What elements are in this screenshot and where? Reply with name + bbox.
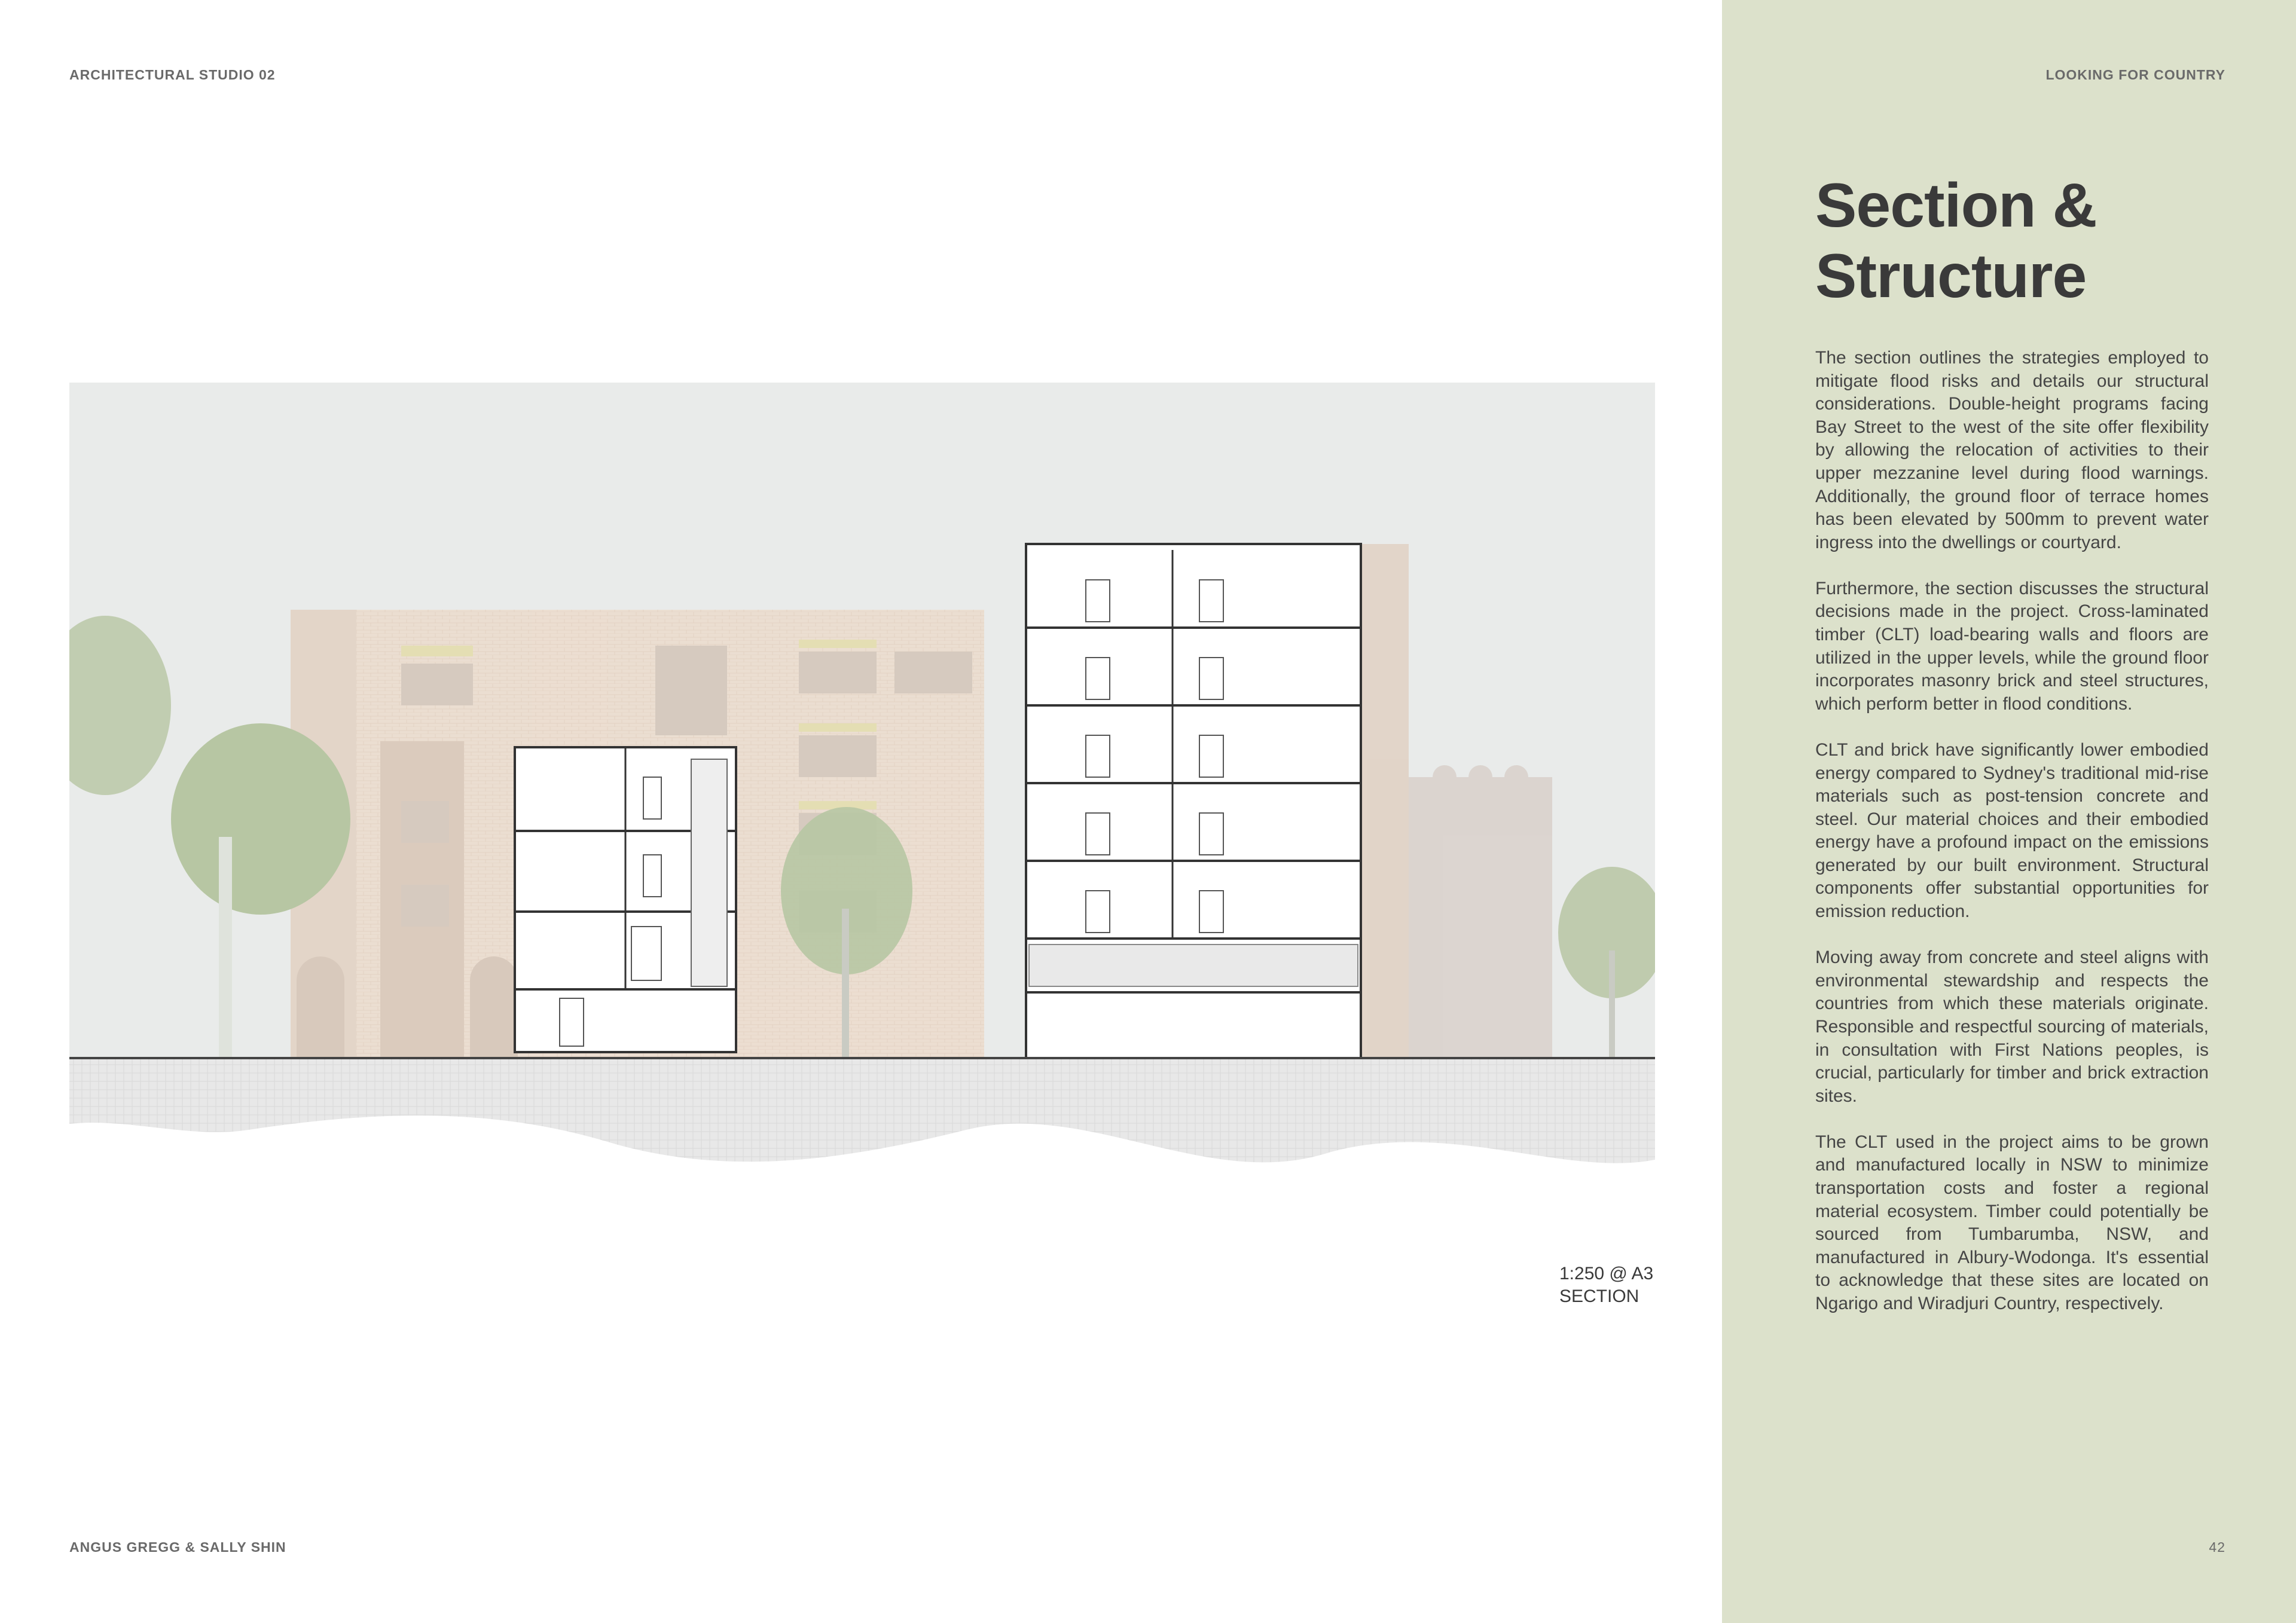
ground-section bbox=[69, 1058, 1655, 1163]
paragraph: Furthermore, the section discusses the structural decisions made in the project. Cross-laminated timber (CLT) load-bearing walls and floors are utilized in the upper levels, while the ground floor incorporates masonry brick and steel structures, which perform better in flood conditions. bbox=[1815, 578, 2209, 714]
title-line-1: Section & bbox=[1815, 171, 2097, 240]
apartment-section bbox=[1026, 544, 1361, 1064]
section-drawing bbox=[69, 383, 1655, 1237]
body-text bbox=[1815, 347, 2209, 1338]
scale-text: 1:250 @ A3 bbox=[1559, 1264, 1654, 1283]
paragraph: CLT and brick have significantly lower embodied energy compared to Sydney's traditional mid-rise materials such as post-tension concrete and steel. Our material choices and their embodied energy have a profound impact on the emissions generated by our built environment. Structural components offer substantial opportunities for emission reduction. bbox=[1815, 739, 2209, 922]
course-header: ARCHITECTURAL STUDIO 02 bbox=[69, 67, 276, 82]
title-line-2: Structure bbox=[1815, 242, 2087, 311]
page-title bbox=[1815, 170, 2246, 311]
authors-footer: ANGUS GREGG & SALLY SHIN bbox=[69, 1539, 286, 1555]
paragraph: The CLT used in the project aims to be grown and manufactured locally in NSW to minimize transportation costs and foster a regional material ecosystem. Timber could potentially be sourced from Tumbarumba, NSW, and manufactured in Albury-Wodonga. It's essential to acknowledge that these sites are located on Ngarigo and Wiradjuri Country, respectively. bbox=[1815, 1132, 2209, 1313]
paragraph: The section outlines the strategies employed to mitigate flood risks and details our structural considerations. Double-height programs facing Bay Street to the west of the site offer flexibility by allowing the relocation of activities to their upper mezzanine level during flood warnings. Additionally, the ground floor of terrace homes has been elevated by 500mm to prevent water ingress into the dwellings or courtyard. bbox=[1815, 348, 2209, 552]
page-number: 42 bbox=[2209, 1539, 2225, 1555]
terrace-section bbox=[515, 747, 736, 1052]
drawing-scale-label bbox=[1559, 1263, 1653, 1308]
paragraph: Moving away from concrete and steel aligns with environmental stewardship and respects the countries from which these materials originate. Responsible and respectful sourcing of materials, in consultation with First Nations peoples, is crucial, particularly for timber and brick extraction sites. bbox=[1815, 947, 2209, 1106]
project-header: LOOKING FOR COUNTRY bbox=[2045, 67, 2225, 82]
drawing-type-text: SECTION bbox=[1559, 1286, 1639, 1306]
